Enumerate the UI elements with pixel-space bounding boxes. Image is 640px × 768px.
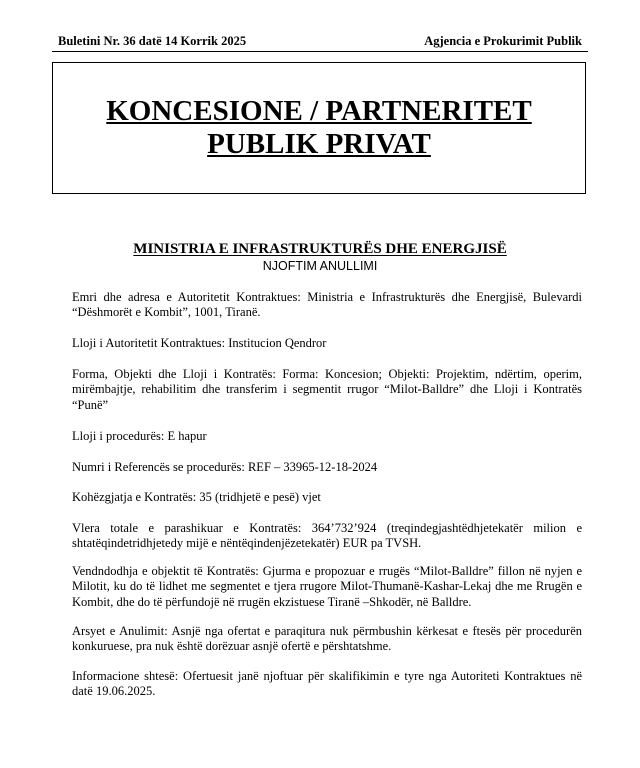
notice-type: NJOFTIM ANULLIMI [262,259,378,273]
field-contract-location: Vendndodhja e objektit të Kontratës: Gjurma e propozuar e rrugës “Milot-Balldre” fillon në nyjen e Milotit, ku do të lidhet me segmentet e tjera rrugore Milot-Thumanë-Kashar-Lekaj dhe me Rrugën e Kombit, dhe do të përfundojë në rrugën ekzistuese Tiranë –Shkodër, në Balldre. [72,564,582,609]
field-contract-duration: Kohëzgjatja e Kontratës: 35 (tridhjetë e pesë) vjet [72,490,321,504]
field-procedure-type: Lloji i procedurës: E hapur [72,429,207,443]
section-title-line-1: KONCESIONE / PARTNERITET [106,95,532,127]
page-header [58,33,584,51]
ministry-heading: MINISTRIA E INFRASTRUKTURËS DHE ENERGJISË [133,241,507,257]
header-divider [52,51,588,52]
agency-name: Agjencia e Prokurimit Publik [424,34,582,48]
field-additional-information: Informacione shtesë: Ofertuesit janë njoftuar për skalifikimin e tyre nga Autoriteti Kontraktues në datë 19.06.2025. [72,669,582,699]
bulletin-number: Buletini Nr. 36 datë 14 Korrik 2025 [58,34,247,48]
field-cancellation-reasons: Arsyet e Anulimit: Asnjë nga ofertat e paraqitura nuk përmbushin kërkesat e ftesës për procedurën konkuruese, pra nuk është dorëzuar asnjë ofertë e përshtatshme. [72,624,582,654]
field-contract-form-object-type: Forma, Objekti dhe Lloji i Kontratës: Forma: Koncesion; Objekti: Projektim, ndërtim, operim, mirëmbajtje, rehabilitim dhe transferim i segmentit rrugor “Milot-Balldre” dhe Lloji i Kontratës “Punë” [72,367,582,412]
field-authority-type: Lloji i Autoritetit Kontraktues: Institucion Qendror [72,336,327,350]
field-contract-value: Vlera totale e parashikuar e Kontratës: 364’732’924 (treqindegjashtëdhjetekatër milion e shtatëqindetridhjetedy mijë e nëntëqindenjëzetekatër) EUR pa TVSH. [72,521,582,551]
field-authority-name-address: Emri dhe adresa e Autoritetit Kontraktues: Ministria e Infrastrukturës dhe Energjisë, Bulevardi “Dëshmorët e Kombit”, 1001, Tiranë. [72,290,582,320]
field-procedure-reference: Numri i Referencës se procedurës: REF – 33965-12-18-2024 [72,460,378,474]
section-title [53,95,585,161]
section-title-line-2: PUBLIK PRIVAT [207,128,431,160]
section-title-box [52,62,586,194]
